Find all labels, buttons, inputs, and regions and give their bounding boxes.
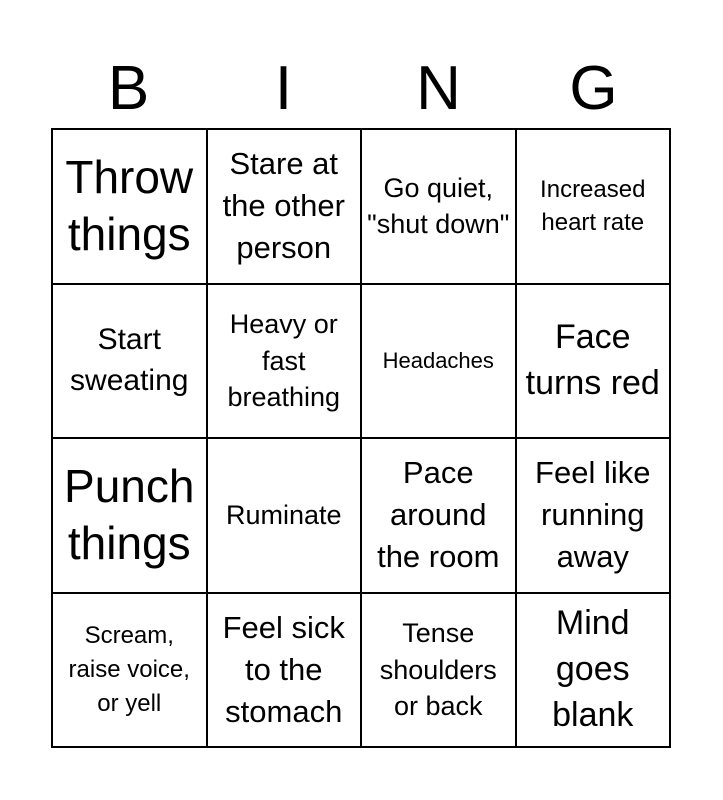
bingo-cell-3-1[interactable]: [53, 439, 208, 594]
header-letter-i: I: [274, 54, 293, 123]
cell-text: Throw things: [65, 150, 194, 261]
bingo-cell-4-4[interactable]: [517, 594, 672, 749]
cell-text: Face turns red: [525, 317, 660, 402]
cell-text: Tense shoulders or back: [379, 618, 497, 721]
cell-text: Start sweating: [70, 323, 189, 397]
cell-text: Ruminate: [225, 500, 342, 531]
header-letter-b: B: [107, 54, 150, 123]
bingo-cell-2-1[interactable]: [53, 285, 208, 440]
bingo-cell-4-1[interactable]: [53, 594, 208, 749]
cell-text: Mind goes blank: [552, 603, 634, 734]
bingo-cell-4-2[interactable]: [208, 594, 363, 749]
bingo-cell-2-4[interactable]: [517, 285, 672, 440]
cell-text: Stare at the other person: [222, 146, 345, 266]
bingo-grid: [51, 128, 671, 748]
cell-text: Feel sick to the stomach: [222, 609, 345, 729]
bingo-cell-3-4[interactable]: [517, 439, 672, 594]
bingo-cell-2-3[interactable]: [362, 285, 517, 440]
header-letter-n: N: [416, 54, 461, 123]
cell-text: Heavy or fast breathing: [227, 309, 341, 412]
bingo-cell-1-2[interactable]: [208, 130, 363, 285]
bingo-cell-3-2[interactable]: [208, 439, 363, 594]
cell-text: Scream, raise voice, or yell: [68, 622, 190, 717]
bingo-cell-1-3[interactable]: [362, 130, 517, 285]
bingo-header: [51, 50, 671, 128]
cell-text: Increased heart rate: [540, 175, 646, 237]
cell-text: Go quiet, "shut down": [367, 172, 510, 240]
bingo-cell-2-2[interactable]: [208, 285, 363, 440]
cell-text: Headaches: [382, 347, 494, 373]
bingo-cell-4-3[interactable]: [362, 594, 517, 749]
cell-text: Pace around the room: [377, 455, 500, 575]
header-letter-g: G: [569, 54, 618, 123]
bingo-cell-3-3[interactable]: [362, 439, 517, 594]
bingo-cell-1-1[interactable]: [53, 130, 208, 285]
bingo-cell-1-4[interactable]: [517, 130, 672, 285]
cell-text: Feel like running away: [535, 455, 651, 575]
cell-text: Punch things: [64, 459, 195, 570]
